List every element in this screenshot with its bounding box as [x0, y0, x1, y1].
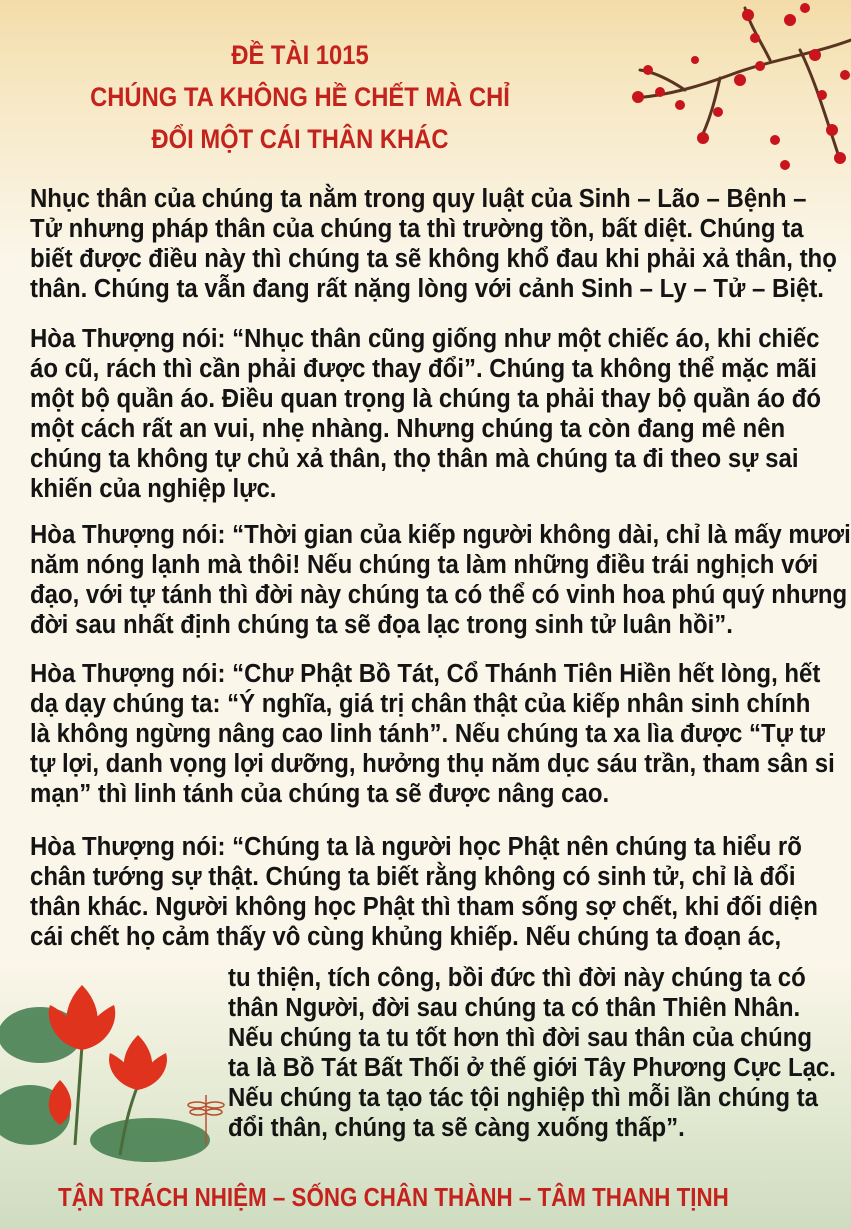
text-line: biết được điều này thì chúng ta sẽ không khổ đau khi phải xả thân, thọ [30, 245, 837, 273]
text-line: Nhục thân của chúng ta nằm trong quy luật của Sinh – Lão – Bệnh – [30, 185, 807, 213]
text-line: đời sau nhất định chúng ta sẽ đọa lạc trong sinh tử luân hồi”. [30, 611, 733, 639]
text-line: tu thiện, tích công, bồi đức thì đời này chúng ta có [228, 964, 806, 992]
text-line: Hòa Thượng nói: “Chư Phật Bồ Tát, Cổ Thánh Tiên Hiền hết lòng, hết [30, 660, 821, 688]
text-line: một bộ quần áo. Điều quan trọng là chúng ta phải thay bộ quần áo đó [30, 385, 822, 413]
text-line: dạ dạy chúng ta: “Ý nghĩa, giá trị chân thật của kiếp nhân sinh chính [30, 690, 811, 718]
text-line: chân tướng sự thật. Chúng ta biết rằng không có sinh tử, chỉ là đổi [30, 863, 796, 891]
paragraph-1 [30, 184, 837, 304]
text-line: đổi thân, chúng ta sẽ càng xuống thấp”. [228, 1114, 685, 1142]
text-line: thân khác. Người không học Phật thì tham sống sợ chết, khi đối diện [30, 893, 818, 921]
plum-blossom-branch-icon [600, 0, 851, 200]
paragraph-5 [30, 832, 818, 952]
text-line: Nếu chúng ta tu tốt hơn thì đời sau thân của chúng [228, 1024, 813, 1052]
text-line: Hòa Thượng nói: “Chúng ta là người học Phật nên chúng ta hiểu rõ [30, 833, 802, 861]
text-line: mạn” thì linh tánh của chúng ta sẽ được nâng cao. [30, 780, 610, 808]
paragraph-2 [30, 324, 822, 504]
text-line: khiến của nghiệp lực. [30, 475, 277, 503]
text-line: áo cũ, rách thì cần phải được thay đổi”. Chúng ta không thể mặc mãi [30, 355, 817, 383]
text-line: một cách rất an vui, nhẹ nhàng. Nhưng chúng ta còn đang mê nên [30, 415, 786, 443]
footer-slogan: TẬN TRÁCH NHIỆM – SỐNG CHÂN THÀNH – TÂM THANH TỊNH [58, 1182, 729, 1212]
paragraph-5-continued [228, 963, 836, 1143]
text-line: đạo, với tự tánh thì đời này chúng ta có thể có vinh hoa phú quý nhưng [30, 581, 848, 609]
text-line: là không ngừng nâng cao linh tánh”. Nếu chúng ta xa lìa được “Tự tư [30, 720, 825, 748]
paragraph-3 [30, 520, 851, 640]
text-line: tự lợi, danh vọng lợi dưỡng, hưởng thụ năm dục sáu trần, tham sân si [30, 750, 835, 778]
text-line: Hòa Thượng nói: “Nhục thân cũng giống như một chiếc áo, khi chiếc [30, 325, 820, 353]
text-line: Hòa Thượng nói: “Thời gian của kiếp người không dài, chỉ là mấy mươi [30, 521, 851, 549]
title-line-1: ĐỀ TÀI 1015 [231, 40, 369, 70]
text-line: chúng ta không tự chủ xả thân, thọ thân mà chúng ta đi theo sự sai [30, 445, 799, 473]
text-line: cái chết họ cảm thấy vô cùng khủng khiếp. Nếu chúng ta đoạn ác, [30, 923, 782, 951]
text-line: thân. Chúng ta vẫn đang rất nặng lòng với cảnh Sinh – Ly – Tử – Biệt. [30, 275, 824, 303]
text-line: Nếu chúng ta tạo tác tội nghiệp thì mỗi lần chúng ta [228, 1084, 818, 1112]
text-line: năm nóng lạnh mà thôi! Nếu chúng ta làm những điều trái nghịch với [30, 551, 819, 579]
text-line: Tử nhưng pháp thân của chúng ta thì trường tồn, bất diệt. Chúng ta [30, 215, 804, 243]
title-line-3: ĐỔI MỘT CÁI THÂN KHÁC [151, 124, 449, 154]
paragraph-4 [30, 659, 835, 809]
text-line: thân Người, đời sau chúng ta có thân Thiên Nhân. [228, 994, 801, 1022]
dragonfly-icon [186, 1090, 226, 1150]
title-line-2: CHÚNG TA KHÔNG HỀ CHẾT MÀ CHỈ [90, 82, 510, 112]
text-line: ta là Bồ Tát Bất Thối ở thế giới Tây Phương Cực Lạc. [228, 1054, 836, 1082]
